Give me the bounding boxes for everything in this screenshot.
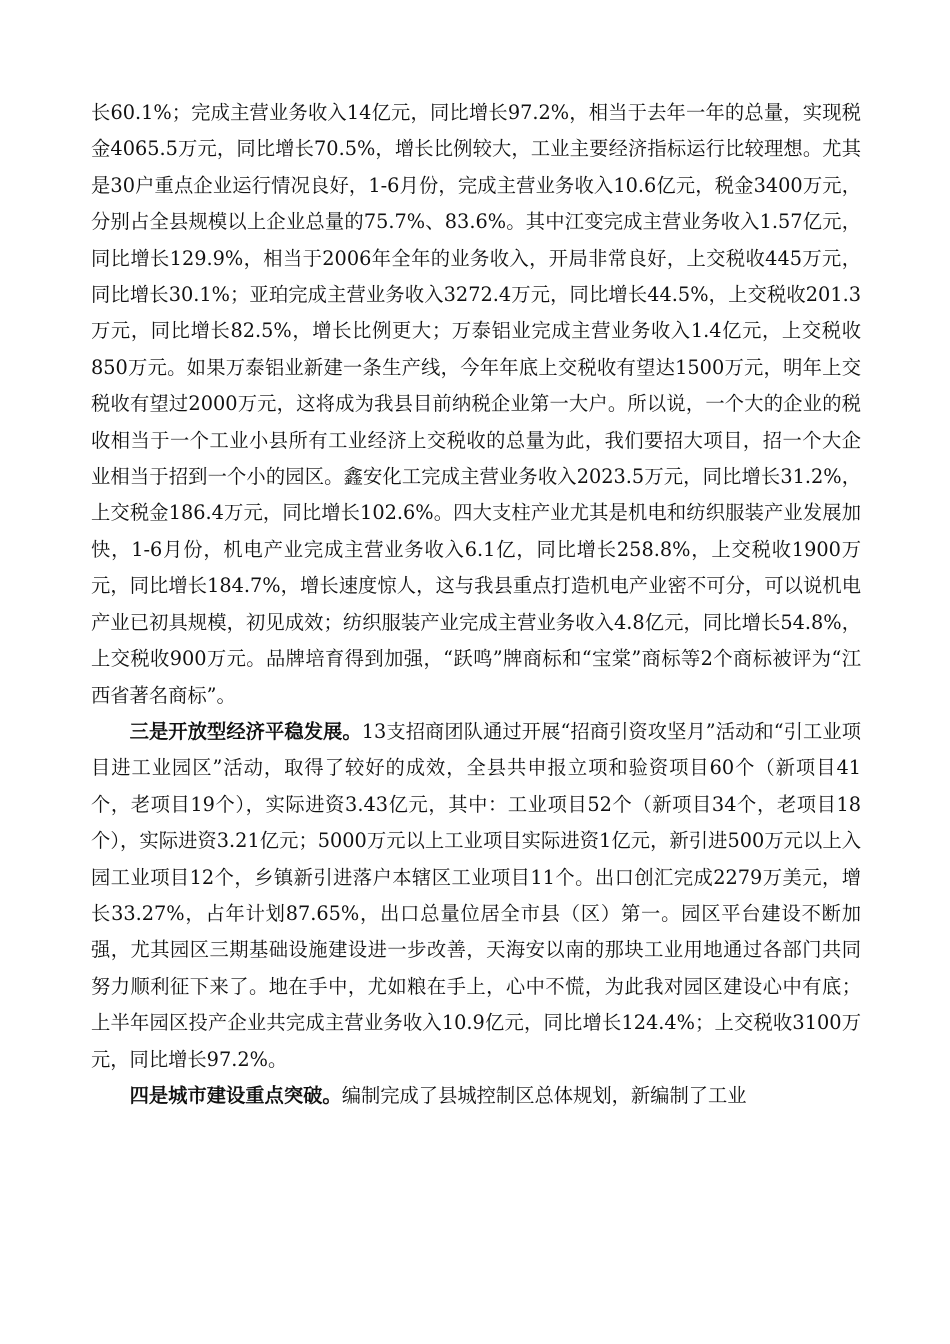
paragraph-text: 13支招商团队通过开展“招商引资攻坚月”活动和“引工业项目进工业园区”活动，取得了较好的成效，全县共申报立项和验资项目60个（新项目41个，老项目19个），实际进资3.43亿元，其中：工业项目52个（新项目34个，老项目18个），实际进资3.21亿元；5000万元以上工业项目实际进资1亿元，新引进500万元以上入园工业项目12个，乡镇新引进落户本辖区工业项目11个。出口创汇完成2279万美元，增长33.27%，占年计划87.65%，出口总量位居全市县（区）第一。园区平台建设不断加强，尤其园区三期基础设施建设进一步改善，天海安以南的那块工业用地通过各部门共同努力顺利征下来了。地在手中，尤如粮在手上，心中不慌，为此我对园区建设心中有底；上半年园区投产企业共完成主营业务收入10.9亿元，同比增长124.4%；上交税收3100万元，同比增长97.2%。: [91, 719, 862, 1071]
paragraph-text: 编制完成了县城控制区总体规划，新编制了工业: [341, 1083, 747, 1107]
paragraph-lead: 四是城市建设重点突破。: [129, 1083, 342, 1107]
paragraph-lead: 三是开放型经济平稳发展。: [129, 719, 362, 743]
document-page: [91, 95, 861, 1114]
paragraph-open-economy: [91, 714, 861, 1078]
paragraph-text: 长60.1%；完成主营业务收入14亿元，同比增长97.2%，相当于去年一年的总量，实现税金4065.5万元，同比增长70.5%，增长比例较大，工业主要经济指标运行比较理想。尤其是30户重点企业运行情况良好，1-6月份，完成主营业务收入10.6亿元，税金3400万元，分别占全县规模以上企业总量的75.7%、83.6%。其中江变完成主营业务收入1.57亿元，同比增长129.9%，相当于2006年全年的业务收入，开局非常良好，上交税收445万元，同比增长30.1%；亚珀完成主营业务收入3272.4万元，同比增长44.5%，上交税收201.3万元，同比增长82.5%，增长比例更大；万泰铝业完成主营业务收入1.4亿元，上交税收850万元。如果万泰铝业新建一条生产线，今年年底上交税收有望达1500万元，明年上交税收有望过2000万元，这将成为我县目前纳税企业第一大户。所以说，一个大的企业的税收相当于一个工业小县所有工业经济上交税收的总量为此，我们要招大项目，招一个大企业相当于招到一个小的园区。鑫安化工完成主营业务收入2023.5万元，同比增长31.2%，上交税金186.4万元，同比增长102.6%。四大支柱产业尤其是机电和纺织服装产业发展加快，1-6月份，机电产业完成主营业务收入6.1亿，同比增长258.8%，上交税收1900万元，同比增长184.7%，增长速度惊人，这与我县重点打造机电产业密不可分，可以说机电产业已初具规模，初见成效；纺织服装产业完成主营业务收入4.8亿元，同比增长54.8%，上交税收900万元。品牌培育得到加强，“跃鸣”牌商标和“宝棠”商标等2个商标被评为“江西省著名商标”。: [91, 101, 861, 707]
paragraph-industry-results: [91, 95, 861, 714]
paragraph-urban-construction: [91, 1078, 861, 1114]
